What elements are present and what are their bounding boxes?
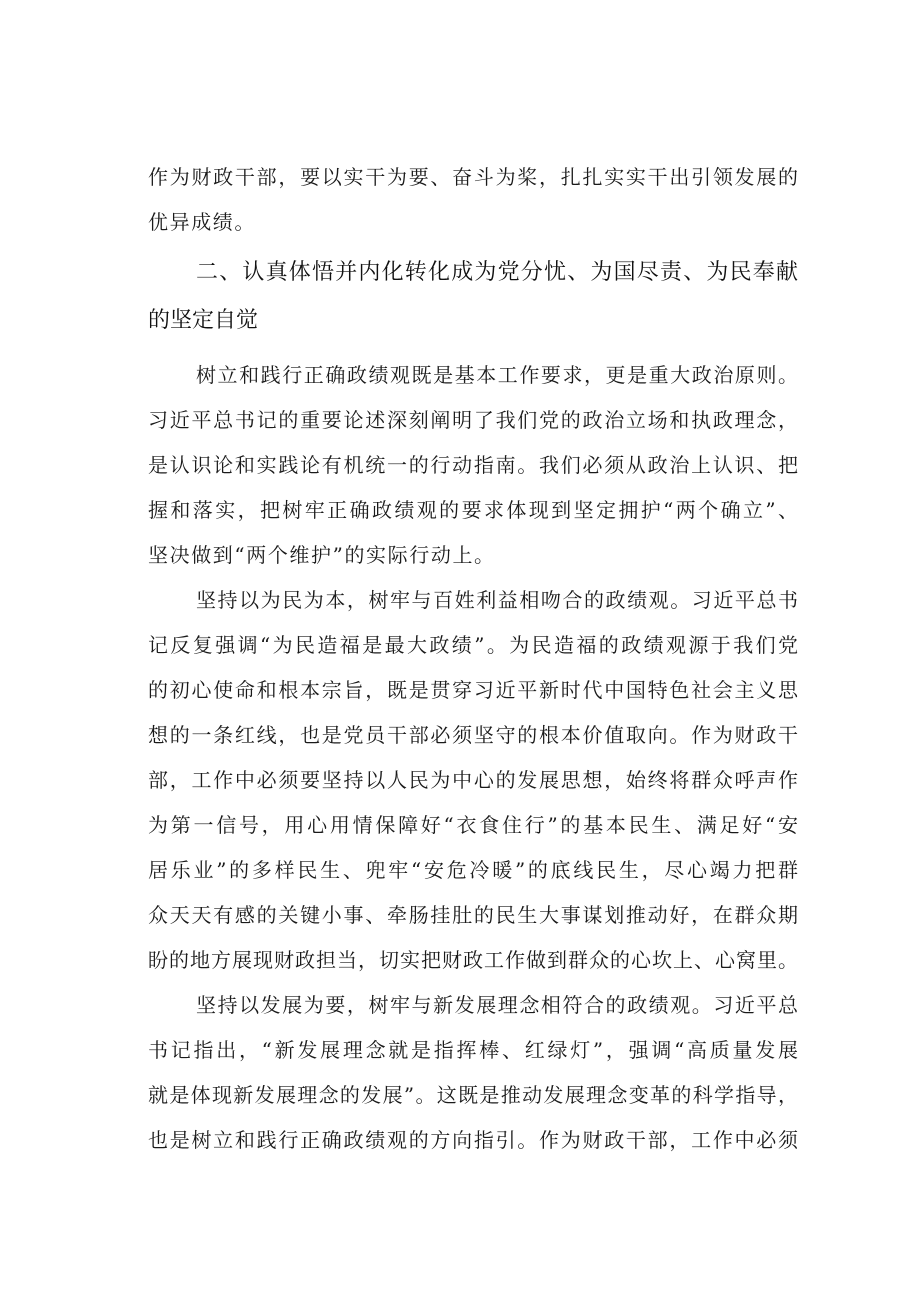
text-line: 也是树立和践行正确政绩观的方向指引。作为财政干部，工作中必须 (148, 1128, 798, 1152)
paragraph-1 (148, 353, 798, 578)
text-line: 优异成绩。 (148, 210, 256, 234)
text-line: 众天天有感的关键小事、牵肠挂肚的民生大事谋划推动好，在群众期 (148, 903, 798, 927)
text-line: 部，工作中必须要坚持以人民为中心的发展思想，始终将群众呼声作 (148, 768, 798, 792)
intro-paragraph (148, 155, 798, 245)
text-line: 坚决做到“两个维护”的实际行动上。 (148, 543, 496, 567)
text-line: 记反复强调“为民造福是最大政绩”。为民造福的政绩观源于我们党 (148, 633, 798, 657)
paragraph-3 (148, 983, 798, 1163)
text-line: 盼的地方展现财政担当，切实把财政工作做到群众的心坎上、心窝里。 (148, 948, 798, 972)
text-line: 的初心使命和根本宗旨，既是贯穿习近平新时代中国特色社会主义思 (148, 678, 798, 702)
document-body (148, 155, 798, 1163)
text-line: 坚持以为民为本，树牢与百姓利益相吻合的政绩观。习近平总书 (196, 588, 798, 612)
text-line: 握和落实，把树牢正确政绩观的要求体现到坚定拥护“两个确立”、 (148, 498, 798, 522)
text-line: 为第一信号，用心用情保障好“衣食住行”的基本民生、满足好“安 (148, 813, 798, 837)
text-line: 书记指出，“新发展理念就是指挥棒、红绿灯”，强调“高质量发展 (148, 1038, 798, 1062)
section-heading-line: 的坚定自觉 (148, 308, 259, 333)
paragraph-2 (148, 578, 798, 983)
text-line: 习近平总书记的重要论述深刻阐明了我们党的政治立场和执政理念， (148, 408, 798, 432)
text-line: 是认识论和实践论有机统一的行动指南。我们必须从政治上认识、把 (148, 453, 798, 477)
text-line: 作为财政干部，要以实干为要、奋斗为桨，扎扎实实干出引领发展的 (148, 165, 798, 189)
text-line: 坚持以发展为要，树牢与新发展理念相符合的政绩观。习近平总 (196, 993, 798, 1017)
text-line: 树立和践行正确政绩观既是基本工作要求，更是重大政治原则。 (196, 363, 798, 387)
text-line: 居乐业”的多样民生、兜牢“安危冷暖”的底线民生，尽心竭力把群 (148, 858, 798, 882)
spacer (148, 345, 798, 353)
section-heading-line: 二、认真体悟并内化转化成为党分忧、为国尽责、为民奉献 (196, 260, 798, 285)
text-line: 就是体现新发展理念的发展”。这既是推动发展理念变革的科学指导， (148, 1083, 798, 1107)
section-heading (148, 249, 798, 345)
text-line: 想的一条红线，也是党员干部必须坚守的根本价值取向。作为财政干 (148, 723, 798, 747)
